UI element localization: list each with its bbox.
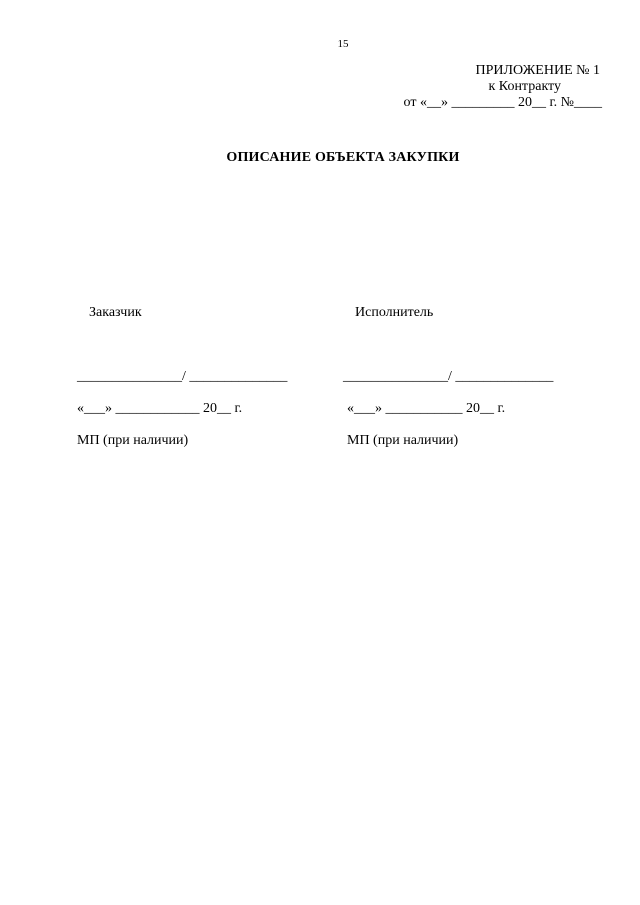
customer-date-line: «___» ____________ 20__ г. [77, 401, 243, 416]
annex-header [404, 63, 602, 111]
contractor-signature-block [343, 305, 553, 451]
page-number: 15 [337, 38, 349, 50]
customer-role-label: Заказчик [89, 305, 142, 320]
contractor-date-line: «___» ___________ 20__ г. [347, 401, 506, 416]
customer-seal-note: МП (при наличии) [77, 433, 189, 448]
annex-title: ПРИЛОЖЕНИЕ № 1 [475, 63, 600, 78]
customer-signature-block [77, 305, 287, 451]
contractor-signature-line: _______________/ ______________ [343, 369, 554, 384]
customer-signature-line: _______________/ ______________ [77, 369, 288, 384]
contractor-role-label: Исполнитель [355, 305, 434, 320]
annex-contract-date-number: от «__» _________ 20__ г. №____ [403, 95, 602, 110]
annex-contract-reference: к Контракту [488, 79, 561, 94]
document-title: ОПИСАНИЕ ОБЪЕКТА ЗАКУПКИ [226, 150, 460, 165]
contractor-seal-note: МП (при наличии) [347, 433, 459, 448]
